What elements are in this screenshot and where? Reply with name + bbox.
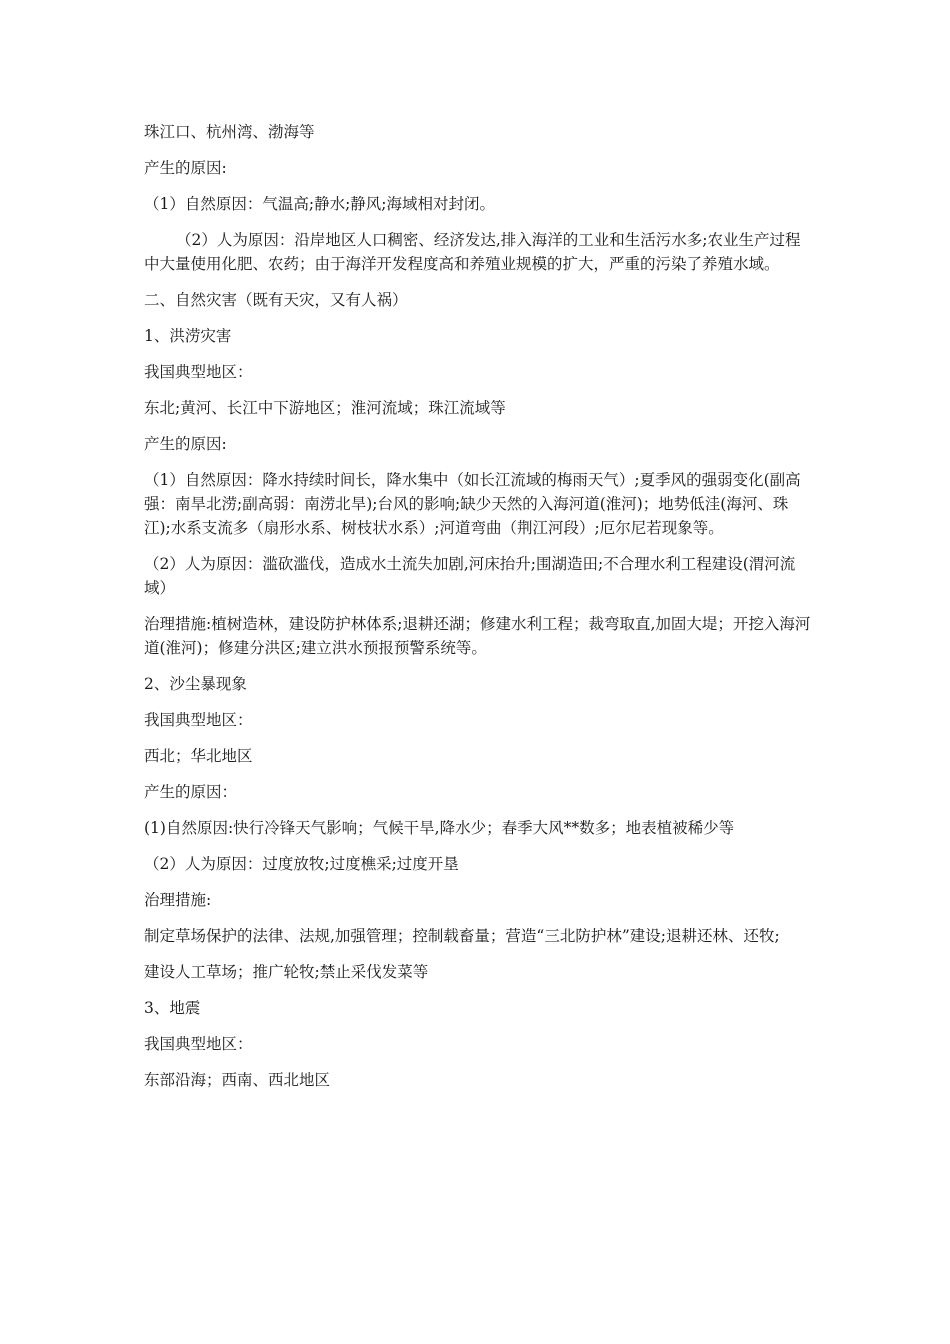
paragraph: （1）自然原因：降水持续时间长，降水集中（如长江流域的梅雨天气）;夏季风的强弱变化(副高强：南旱北涝;副高弱：南涝北旱);台风的影响;缺少天然的入海河道(淮河)；地势低洼(海河、珠江);水系支流多（扇形水系、树枝状水系）;河道弯曲（荆江河段）;厄尔尼若现象等。 bbox=[144, 471, 801, 537]
paragraph: 东北;黄河、长江中下游地区；淮河流域；珠江流域等 bbox=[144, 399, 506, 417]
paragraph: 西北；华北地区 bbox=[144, 747, 253, 765]
paragraph: 我国典型地区： bbox=[144, 1035, 253, 1053]
paragraph: 东部沿海；西南、西北地区 bbox=[144, 1071, 331, 1089]
paragraph: 珠江口、杭州湾、渤海等 bbox=[144, 123, 315, 141]
paragraph: 治理措施: bbox=[144, 891, 212, 909]
paragraph: (1)自然原因:快行冷锋天气影响；气候干旱,降水少；春季大风**数多；地表植被稀少等 bbox=[144, 819, 735, 837]
section-heading: 二、自然灾害（既有天灾，又有人祸） bbox=[144, 291, 408, 309]
paragraph: （2）人为原因：沿岸地区人口稠密、经济发达,排入海洋的工业和生活污水多;农业生产过程中大量使用化肥、农药；由于海洋开发程度高和养殖业规模的扩大，严重的污染了养殖水域。 bbox=[144, 231, 801, 273]
paragraph: 治理措施:植树造林，建设防护林体系;退耕还湖；修建水利工程；裁弯取直,加固大堤；开挖入海河道(淮河)；修建分洪区;建立洪水预报预警系统等。 bbox=[144, 615, 811, 657]
paragraph: （2）人为原因：滥砍滥伐，造成水土流失加剧,河床抬升;围湖造田;不合理水利工程建设(渭河流域） bbox=[144, 555, 796, 597]
subsection-heading: 3、地震 bbox=[144, 999, 201, 1017]
paragraph: （2）人为原因：过度放牧;过度樵采;过度开垦 bbox=[144, 855, 459, 873]
paragraph: 制定草场保护的法律、法规,加强管理；控制载畜量；营造“三北防护林”建设;退耕还林、还牧; bbox=[144, 927, 780, 945]
subsection-heading: 1、洪涝灾害 bbox=[144, 327, 232, 345]
paragraph: （1）自然原因：气温高;静水;静风;海域相对封闭。 bbox=[144, 195, 496, 213]
paragraph: 产生的原因: bbox=[144, 435, 227, 453]
paragraph: 产生的原因： bbox=[144, 783, 238, 801]
paragraph: 我国典型地区： bbox=[144, 711, 253, 729]
subsection-heading: 2、沙尘暴现象 bbox=[144, 675, 247, 693]
paragraph: 建设人工草场；推广轮牧;禁止采伐发菜等 bbox=[144, 963, 429, 981]
paragraph: 我国典型地区： bbox=[144, 363, 253, 381]
paragraph: 产生的原因: bbox=[144, 159, 227, 177]
document-body bbox=[144, 120, 812, 1104]
